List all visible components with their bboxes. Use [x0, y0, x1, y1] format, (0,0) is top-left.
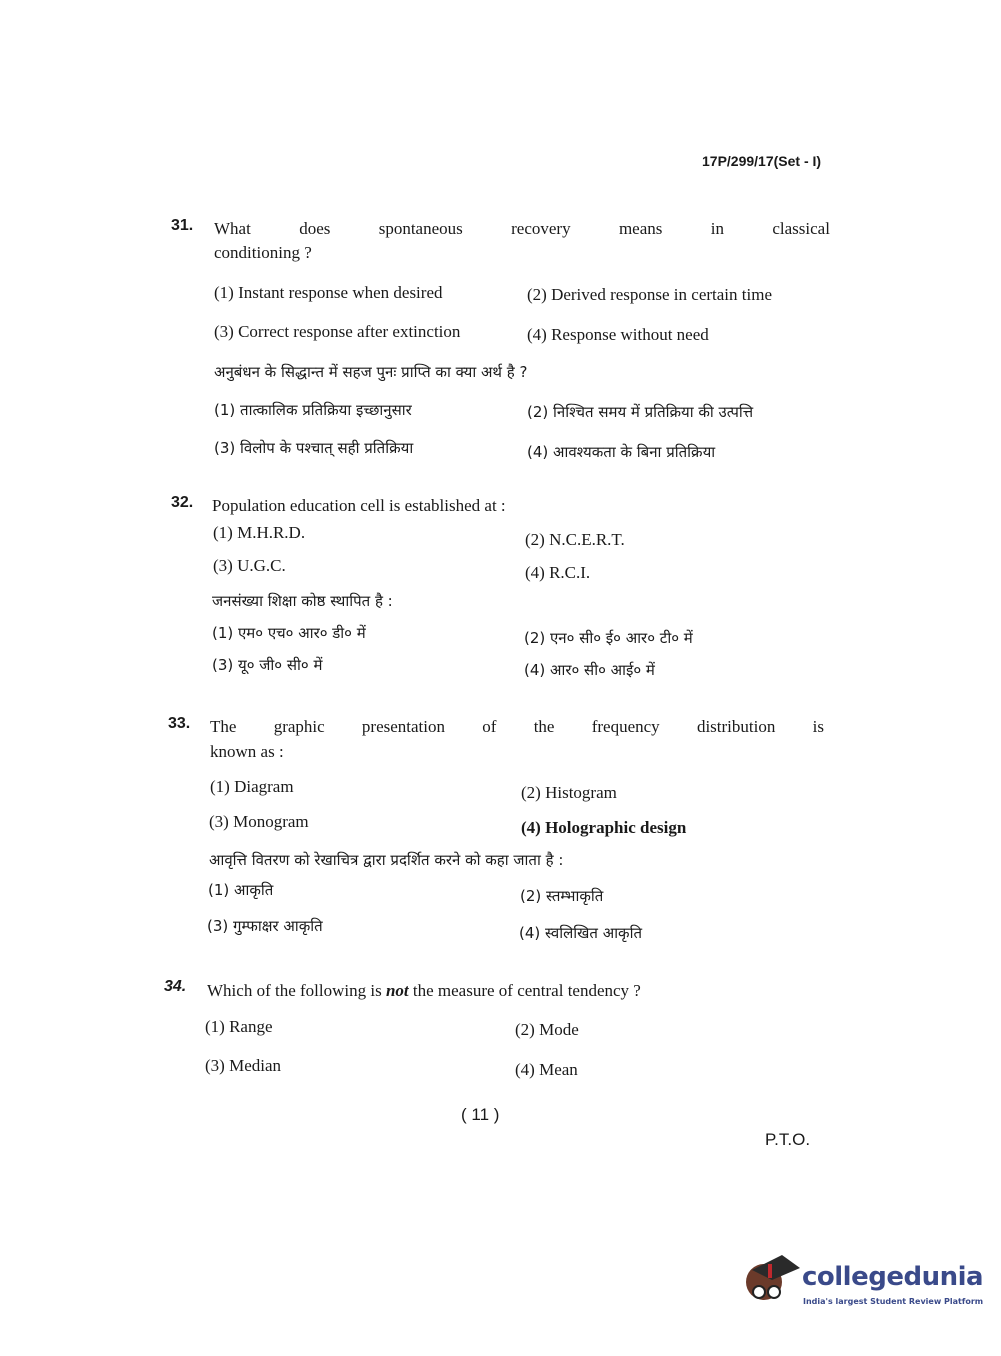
option: (2) Histogram	[521, 783, 617, 802]
question-text-hindi: आवृत्ति वितरण को रेखाचित्र द्वारा प्रदर्शित करने को कहा जाता है :	[209, 851, 564, 869]
question-text	[207, 981, 641, 1001]
mascot-icon	[742, 1250, 800, 1308]
word: in	[710, 219, 724, 238]
pto-label: P.T.O.	[765, 1130, 811, 1149]
option: (1) Instant response when desired	[214, 283, 443, 302]
collegedunia-watermark	[742, 1250, 984, 1310]
option-hindi: (3) यू० जी० सी० में	[212, 656, 323, 674]
question-text-hindi: जनसंख्या शिक्षा कोष्ठ स्थापित है :	[212, 592, 393, 610]
word: frequency	[591, 717, 660, 736]
option: (4) Mean	[515, 1060, 578, 1079]
option: (4) Holographic design	[521, 818, 687, 837]
emphasis: not	[385, 981, 409, 1000]
page-number: ( 11 )	[461, 1105, 500, 1124]
option: (1) Range	[205, 1017, 273, 1036]
option-hindi: (3) गुम्फाक्षर आकृति	[207, 917, 323, 935]
option-hindi: (4) आवश्यकता के बिना प्रतिक्रिया	[527, 443, 716, 461]
word: spontaneous	[378, 219, 463, 238]
question-text-line2: known as :	[210, 742, 284, 761]
question-text-line1	[210, 717, 824, 737]
option: (3) Median	[205, 1056, 282, 1075]
question-number: 34.	[164, 978, 187, 995]
option-hindi: (1) एम० एच० आर० डी० में	[212, 624, 366, 642]
question-text-line2: conditioning ?	[214, 243, 312, 262]
option: (1) Diagram	[210, 777, 294, 796]
question-text-hindi: अनुबंधन के सिद्धान्त में सहज पुनः प्राप्ति का क्या अर्थ है ?	[214, 363, 528, 381]
word: The	[210, 717, 237, 736]
word: graphic	[273, 717, 325, 736]
question-number: 32.	[171, 494, 194, 511]
word: classical	[772, 219, 830, 238]
brand-name: collegedunia	[802, 1262, 984, 1292]
option-hindi: (3) विलोप के पश्चात् सही प्रतिक्रिया	[214, 439, 414, 457]
option: (2) Derived response in certain time	[527, 285, 772, 304]
word: the	[533, 717, 555, 736]
word: means	[618, 219, 663, 238]
option-hindi: (1) तात्कालिक प्रतिक्रिया इच्छानुसार	[214, 401, 412, 419]
word: of	[482, 717, 497, 736]
brand-tagline: India's largest Student Review Platform	[803, 1297, 984, 1306]
option-hindi: (2) निश्चित समय में प्रतिक्रिया की उत्पत्ति	[527, 403, 754, 421]
word: presentation	[361, 717, 446, 736]
option: (4) Response without need	[527, 325, 709, 344]
question-text-part: Which of the following is	[207, 981, 386, 1000]
question-text: Population education cell is established at :	[212, 496, 506, 515]
question-text-line1	[214, 219, 830, 239]
option: (1) M.H.R.D.	[213, 523, 306, 542]
option: (2) Mode	[515, 1020, 579, 1039]
question-number: 33.	[168, 715, 191, 732]
option-hindi: (4) स्वलिखित आकृति	[519, 924, 643, 942]
option: (4) R.C.I.	[525, 563, 591, 582]
option-hindi: (2) एन० सी० ई० आर० टी० में	[524, 629, 693, 647]
paper-code: 17P/299/17(Set - I)	[702, 153, 822, 169]
word: does	[299, 219, 331, 238]
option-hindi: (1) आकृति	[208, 881, 274, 899]
option: (3) U.G.C.	[213, 556, 286, 575]
word: distribution	[696, 717, 776, 736]
option-hindi: (4) आर० सी० आई० में	[524, 661, 655, 679]
option: (3) Monogram	[209, 812, 309, 831]
question-text-part: the measure of central tendency ?	[408, 981, 641, 1000]
option-hindi: (2) स्तम्भाकृति	[520, 887, 604, 905]
word: What	[214, 219, 251, 238]
word: is	[812, 717, 824, 736]
option: (3) Correct response after extinction	[214, 322, 461, 341]
option: (2) N.C.E.R.T.	[525, 530, 625, 549]
word: recovery	[511, 219, 571, 238]
question-number: 31.	[171, 217, 194, 234]
